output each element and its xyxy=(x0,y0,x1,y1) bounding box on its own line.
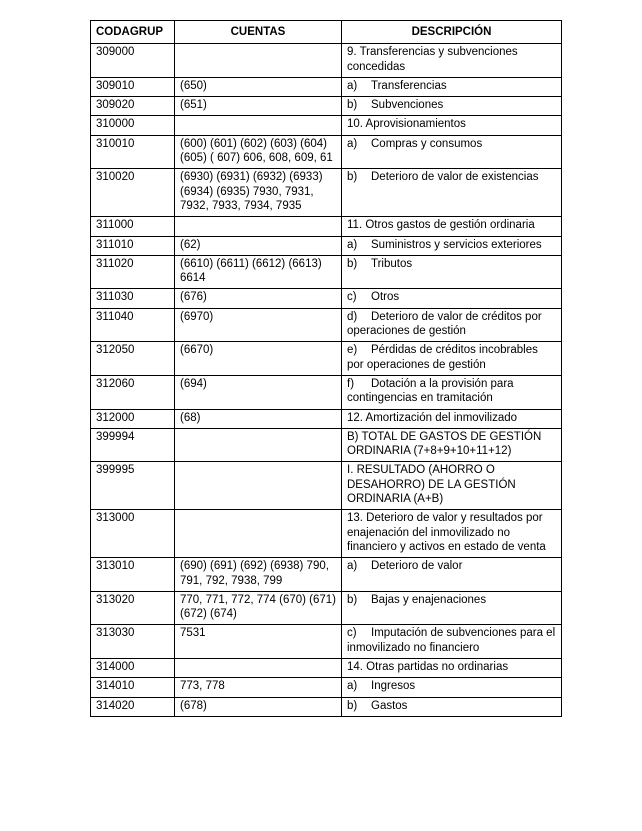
table-row xyxy=(91,135,562,169)
table-row xyxy=(91,342,562,376)
cell-descripcion xyxy=(342,625,562,659)
cell-cuentas: (651) xyxy=(175,97,342,116)
table-row xyxy=(91,169,562,217)
cell-cuentas: (6670) xyxy=(175,342,342,376)
item-letter: a) xyxy=(347,680,358,693)
cell-cuentas: (68) xyxy=(175,409,342,428)
cell-descripcion xyxy=(342,169,562,217)
item-letter: b) xyxy=(347,593,358,606)
cell-cuentas xyxy=(175,658,342,677)
cell-descripcion xyxy=(342,342,562,376)
cell-descripcion xyxy=(342,591,562,625)
header-codagrup: CODAGRUP xyxy=(91,21,175,44)
cell-descripcion xyxy=(342,678,562,697)
cell-descripcion: 14. Otras partidas no ordinarias xyxy=(342,658,562,677)
cell-codagrup: 312000 xyxy=(91,409,175,428)
table-row xyxy=(91,116,562,135)
item-letter: b) xyxy=(347,99,358,112)
cell-descripcion: I. RESULTADO (AHORRO O DESAHORRO) DE LA GESTIÓN ORDINARIA (A+B) xyxy=(342,462,562,510)
cell-descripcion xyxy=(342,135,562,169)
cell-codagrup: 310000 xyxy=(91,116,175,135)
cell-descripcion: 13. Deterioro de valor y resultados por enajenación del inmovilizado no financiero y activos en estado de venta xyxy=(342,510,562,558)
table-row xyxy=(91,308,562,342)
cell-descripcion xyxy=(342,236,562,255)
cell-cuentas: (676) xyxy=(175,289,342,308)
cell-descripcion: 12. Amortización del inmovilizado xyxy=(342,409,562,428)
item-description: Deterioro de valor de existencias xyxy=(371,171,539,184)
cell-codagrup: 311010 xyxy=(91,236,175,255)
cell-codagrup: 312050 xyxy=(91,342,175,376)
cell-descripcion xyxy=(342,77,562,96)
item-letter: a) xyxy=(347,79,358,92)
cell-descripcion xyxy=(342,697,562,716)
item-description: Ingresos xyxy=(371,680,416,693)
item-description: Deterioro de valor xyxy=(371,560,463,573)
cell-cuentas: (600) (601) (602) (603) (604) (605) ( 607) 606, 608, 609, 61 xyxy=(175,135,342,169)
table-row xyxy=(91,697,562,716)
cell-codagrup: 399994 xyxy=(91,428,175,462)
item-description: Tributos xyxy=(371,257,413,270)
table-row xyxy=(91,462,562,510)
cell-codagrup: 311020 xyxy=(91,255,175,289)
cell-codagrup: 313030 xyxy=(91,625,175,659)
cell-cuentas xyxy=(175,510,342,558)
cell-cuentas: (690) (691) (692) (6938) 790, 791, 792, 7938, 799 xyxy=(175,558,342,592)
cell-cuentas: 773, 778 xyxy=(175,678,342,697)
table-row xyxy=(91,409,562,428)
cell-codagrup: 309000 xyxy=(91,44,175,78)
item-letter: a) xyxy=(347,238,358,251)
cell-codagrup: 313000 xyxy=(91,510,175,558)
cell-codagrup: 399995 xyxy=(91,462,175,510)
cell-cuentas: (6610) (6611) (6612) (6613) 6614 xyxy=(175,255,342,289)
cell-cuentas: (62) xyxy=(175,236,342,255)
cell-cuentas: 770, 771, 772, 774 (670) (671) (672) (674) xyxy=(175,591,342,625)
item-description: Subvenciones xyxy=(371,99,444,112)
item-letter: b) xyxy=(347,171,358,184)
table-row xyxy=(91,375,562,409)
item-description: Imputación de subvenciones para el inmovilizado no financiero xyxy=(347,627,556,654)
item-description: Compras y consumos xyxy=(371,137,483,150)
cell-codagrup: 310010 xyxy=(91,135,175,169)
item-letter: b) xyxy=(347,699,358,712)
cell-codagrup: 311040 xyxy=(91,308,175,342)
table-body xyxy=(91,44,562,717)
table-row xyxy=(91,658,562,677)
cell-cuentas xyxy=(175,428,342,462)
item-description: Dotación a la provisión para contingencias en tramitación xyxy=(347,377,514,405)
cell-cuentas xyxy=(175,44,342,78)
cell-descripcion xyxy=(342,289,562,308)
item-description: Bajas y enajenaciones xyxy=(371,593,487,606)
table-row xyxy=(91,44,562,78)
cell-codagrup: 314020 xyxy=(91,697,175,716)
table-row xyxy=(91,97,562,116)
accounts-table xyxy=(90,20,562,717)
item-description: Gastos xyxy=(371,699,408,712)
cell-codagrup: 310020 xyxy=(91,169,175,217)
header-cuentas: CUENTAS xyxy=(175,21,342,44)
cell-descripcion xyxy=(342,255,562,289)
cell-descripcion: 9. Transferencias y subvenciones concedidas xyxy=(342,44,562,78)
cell-descripcion: 11. Otros gastos de gestión ordinaria xyxy=(342,217,562,236)
item-letter: b) xyxy=(347,257,358,270)
cell-cuentas xyxy=(175,116,342,135)
cell-cuentas: (6970) xyxy=(175,308,342,342)
item-letter: c) xyxy=(347,627,357,640)
cell-descripcion xyxy=(342,558,562,592)
item-description: Suministros y servicios exteriores xyxy=(371,238,542,251)
cell-cuentas xyxy=(175,217,342,236)
cell-codagrup: 314010 xyxy=(91,678,175,697)
cell-codagrup: 309010 xyxy=(91,77,175,96)
cell-descripcion xyxy=(342,97,562,116)
cell-codagrup: 311030 xyxy=(91,289,175,308)
table-row xyxy=(91,591,562,625)
item-letter: a) xyxy=(347,137,358,150)
cell-cuentas: (650) xyxy=(175,77,342,96)
item-description: Transferencias xyxy=(371,79,447,92)
table-row xyxy=(91,77,562,96)
cell-codagrup: 313010 xyxy=(91,558,175,592)
item-description: Pérdidas de créditos incobrables por operaciones de gestión xyxy=(347,344,538,371)
cell-cuentas xyxy=(175,462,342,510)
item-letter: e) xyxy=(347,344,358,357)
table-row xyxy=(91,217,562,236)
cell-descripcion: 10. Aprovisionamientos xyxy=(342,116,562,135)
document-page xyxy=(90,20,561,717)
header-descripcion: DESCRIPCIÓN xyxy=(342,21,562,44)
table-row xyxy=(91,236,562,255)
table-row xyxy=(91,510,562,558)
cell-descripcion xyxy=(342,375,562,409)
item-letter: a) xyxy=(347,560,358,573)
cell-codagrup: 312060 xyxy=(91,375,175,409)
item-description: Otros xyxy=(371,291,400,304)
cell-codagrup: 314000 xyxy=(91,658,175,677)
cell-descripcion: B) TOTAL DE GASTOS DE GESTIÓN ORDINARIA (7+8+9+10+11+12) xyxy=(342,428,562,462)
cell-codagrup: 313020 xyxy=(91,591,175,625)
table-row xyxy=(91,625,562,659)
cell-descripcion xyxy=(342,308,562,342)
item-letter: f) xyxy=(347,377,355,390)
cell-cuentas: 7531 xyxy=(175,625,342,659)
table-row xyxy=(91,255,562,289)
cell-codagrup: 311000 xyxy=(91,217,175,236)
item-letter: d) xyxy=(347,310,358,323)
cell-codagrup: 309020 xyxy=(91,97,175,116)
table-row xyxy=(91,678,562,697)
table-row xyxy=(91,428,562,462)
item-description: Deterioro de valor de créditos por operaciones de gestión xyxy=(347,310,542,338)
table-row xyxy=(91,289,562,308)
header-row xyxy=(91,21,562,44)
cell-cuentas: (678) xyxy=(175,697,342,716)
item-letter: c) xyxy=(347,291,357,304)
table-row xyxy=(91,558,562,592)
cell-cuentas: (6930) (6931) (6932) (6933) (6934) (6935) 7930, 7931, 7932, 7933, 7934, 7935 xyxy=(175,169,342,217)
cell-cuentas: (694) xyxy=(175,375,342,409)
